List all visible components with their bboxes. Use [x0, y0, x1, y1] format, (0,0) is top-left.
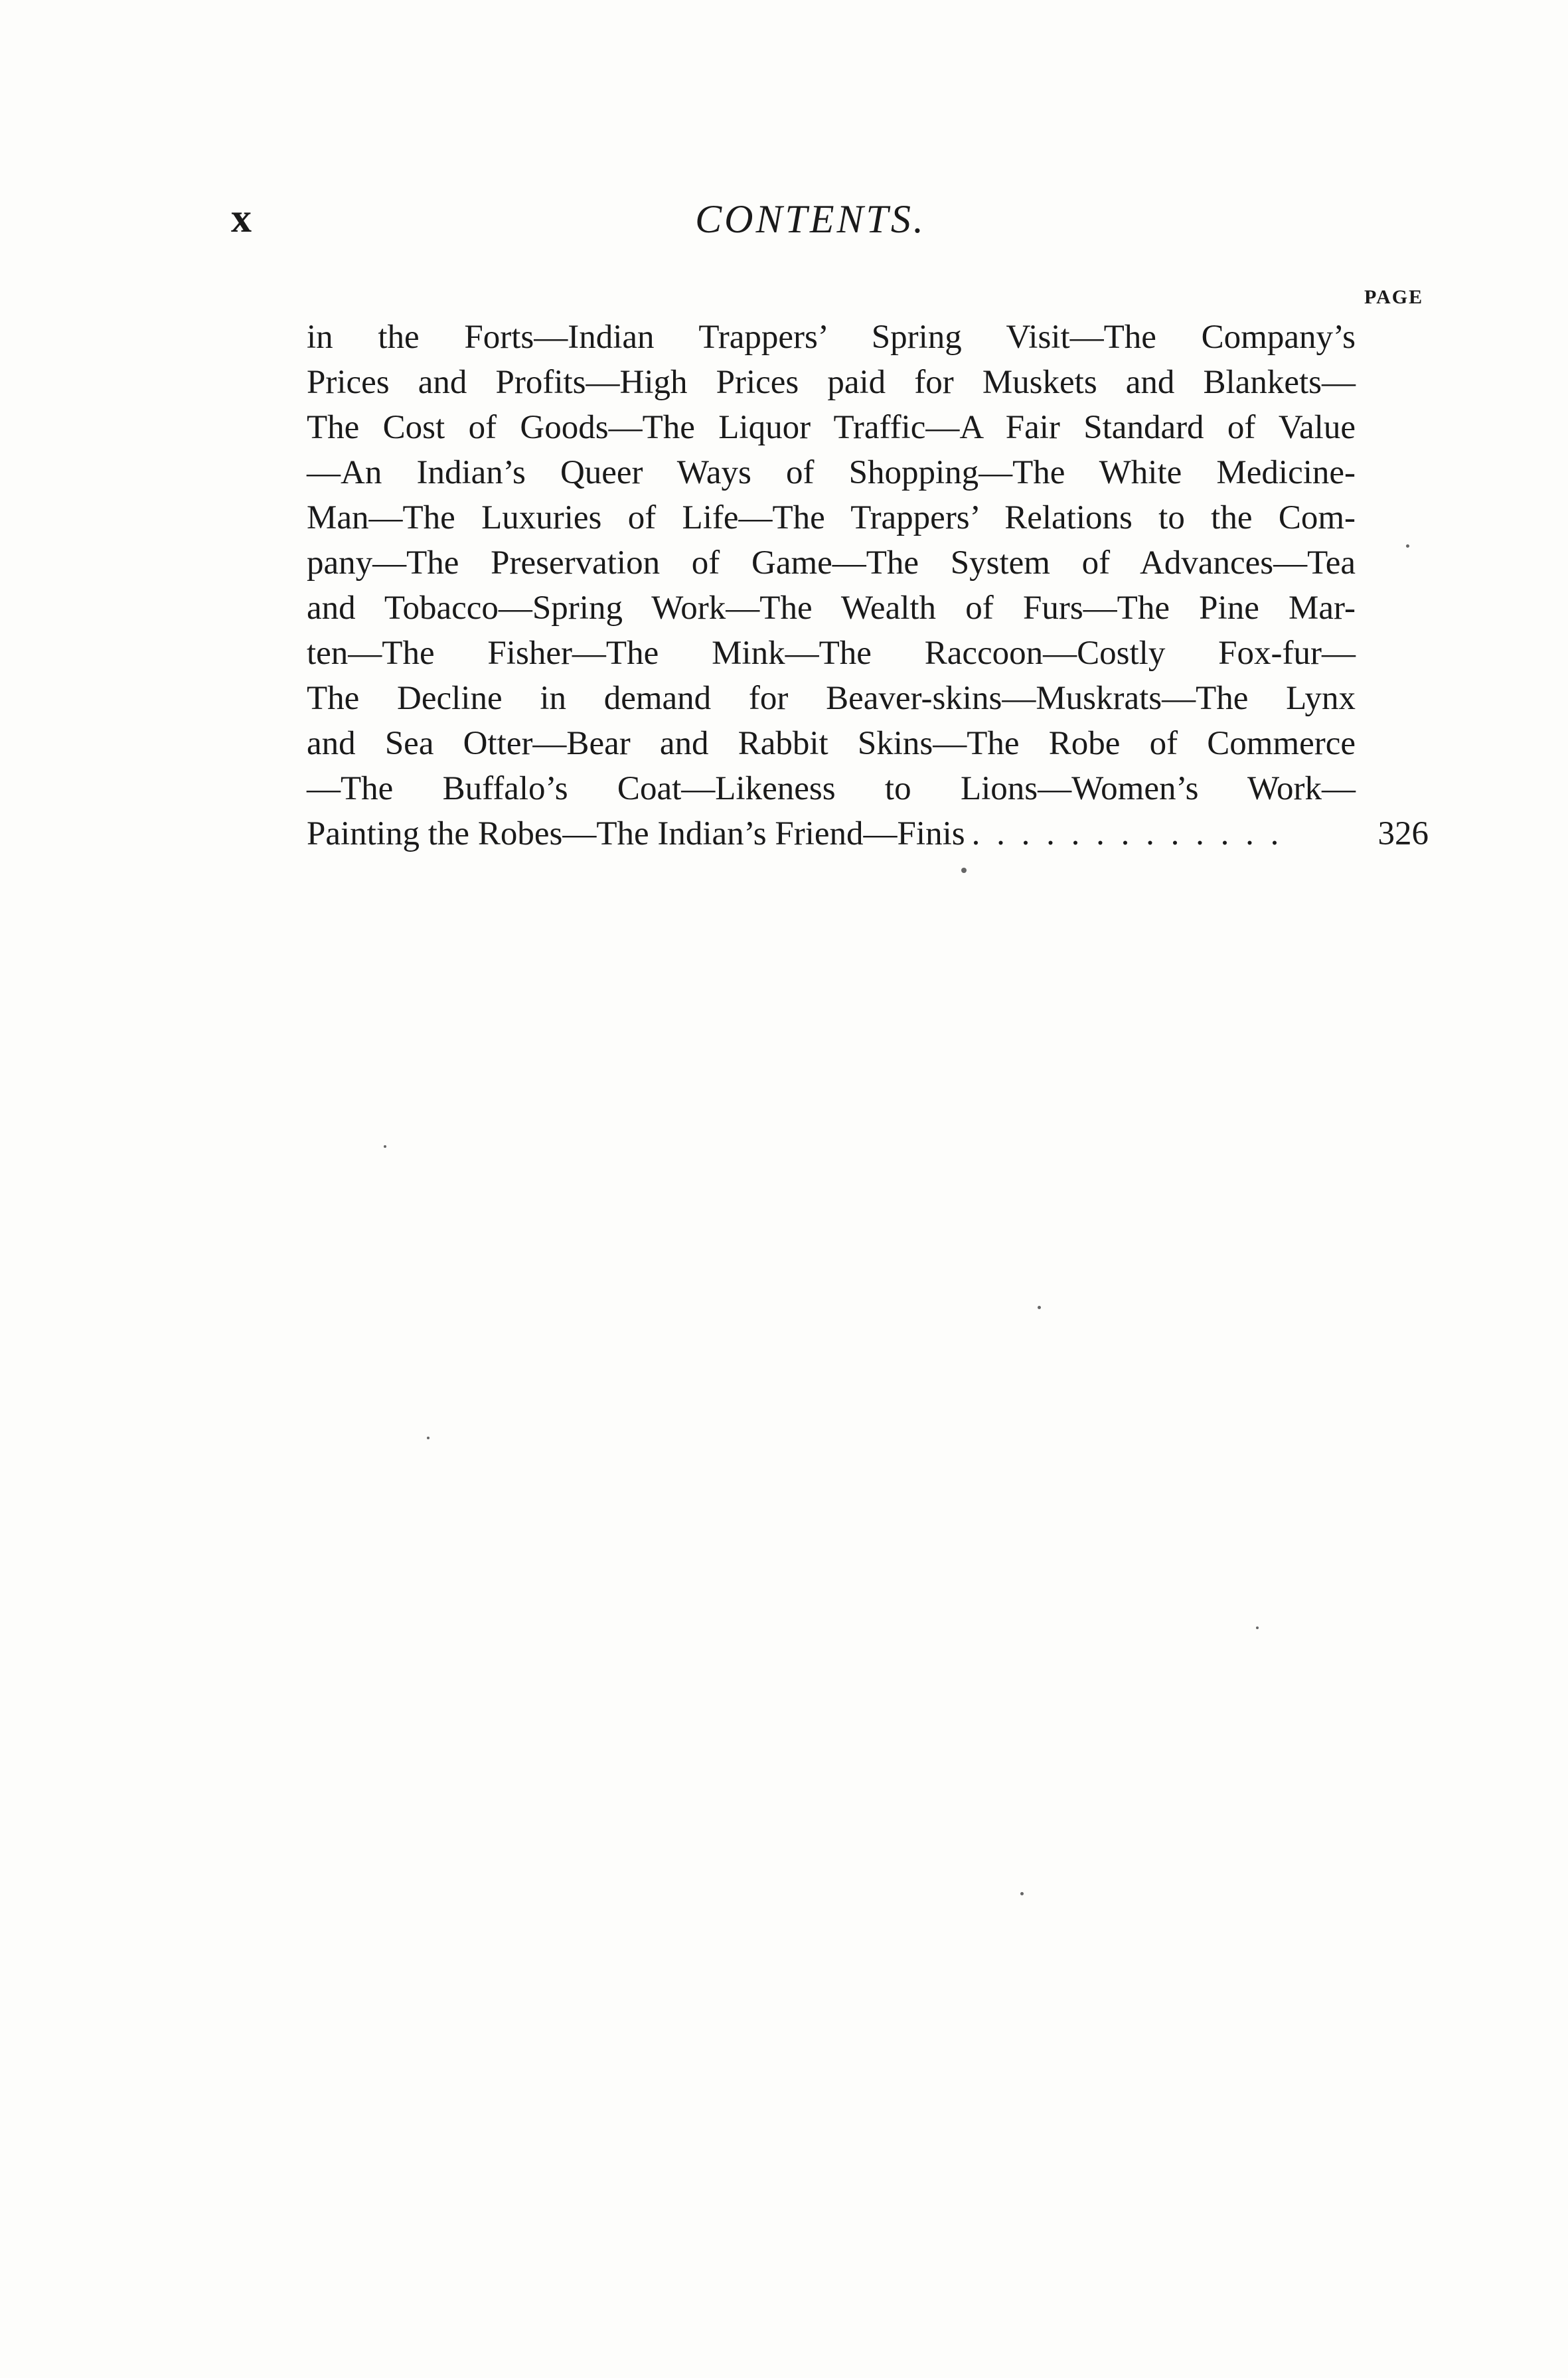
paper-speck	[1406, 544, 1409, 548]
running-head: CONTENTS.	[695, 197, 926, 241]
page-number: x	[231, 196, 252, 241]
toc-line: and Sea Otter—Bear and Rabbit Skins—The Robe of Commerce	[307, 725, 1356, 762]
toc-line: Painting the Robes—The Indian’s Friend—Finis	[307, 815, 965, 852]
toc-entry	[307, 315, 1356, 811]
toc-line: The Cost of Goods—The Liquor Traffic—A Fair Standard of Value	[307, 409, 1356, 446]
dot-leader: . . . . . . . . . . . . .	[971, 815, 1283, 852]
toc-page-number: 326	[1377, 815, 1429, 852]
toc-line: —An Indian’s Queer Ways of Shopping—The White Medicine-	[307, 454, 1356, 491]
toc-line: in the Forts—Indian Trappers’ Spring Visit—The Company’s	[307, 319, 1356, 356]
toc-line: pany—The Preservation of Game—The System of Advances—Tea	[307, 544, 1356, 582]
toc-line: ten—The Fisher—The Mink—The Raccoon—Costly Fox-fur—	[307, 635, 1356, 672]
page-column-label: PAGE	[1364, 286, 1424, 308]
paper-speck	[1020, 1892, 1024, 1895]
toc-line: Prices and Profits—High Prices paid for Muskets and Blankets—	[307, 364, 1356, 401]
toc-line: —The Buffalo’s Coat—Likeness to Lions—Women’s Work—	[307, 770, 1356, 807]
paper-speck	[427, 1437, 430, 1439]
toc-final-line	[307, 811, 1429, 856]
toc-line: and Tobacco—Spring Work—The Wealth of Furs—The Pine Mar-	[307, 590, 1356, 627]
toc-line: Man—The Luxuries of Life—The Trappers’ Relations to the Com-	[307, 499, 1356, 536]
paper-speck	[961, 868, 967, 873]
paper-speck	[384, 1145, 386, 1148]
toc-line: The Decline in demand for Beaver-skins—Muskrats—The Lynx	[307, 680, 1356, 717]
paper-speck	[1256, 1626, 1259, 1629]
paper-speck	[1038, 1306, 1041, 1309]
